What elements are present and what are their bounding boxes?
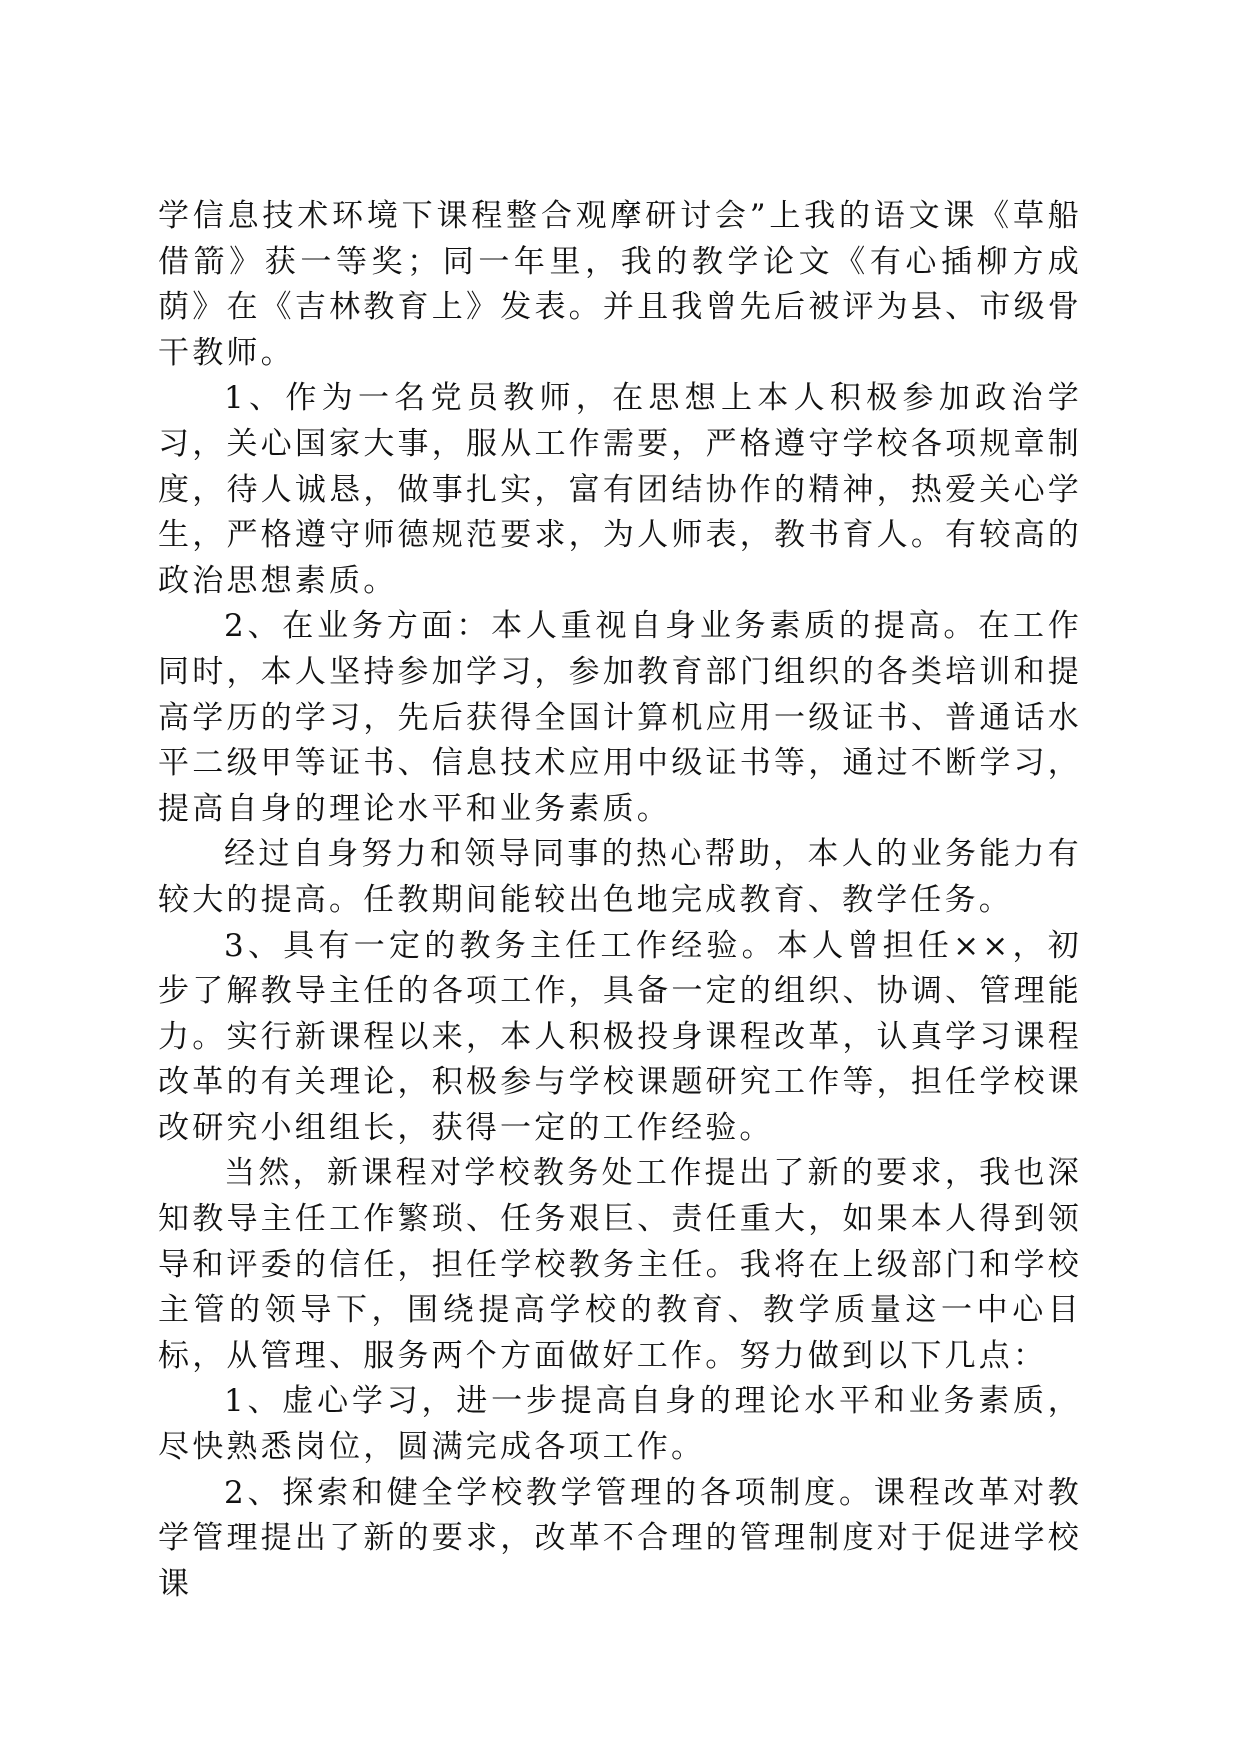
paragraph-management-experience: 3、具有一定的教务主任工作经验。本人曾担任××，初步了解教导主任的各项工作，具备一定的组织、协调、管理能力。实行新课程以来，本人积极投身课程改革，认真学习课程改革的有关理论，积极参与学校课题研究工作等，担任学校课改研究小组组长，获得一定的工作经验。	[158, 927, 1082, 1146]
paragraph-political-quality: 1、作为一名党员教师，在思想上本人积极参加政治学习，关心国家大事，服从工作需要，严格遵守学校各项规章制度，待人诚恳，做事扎实，富有团结协作的精神，热爱关心学生，严格遵守师德规范要求，为人师表，教书育人。有较高的政治思想素质。	[158, 380, 1082, 599]
paragraph-professional-quality: 2、在业务方面：本人重视自身业务素质的提高。在工作同时，本人坚持参加学习，参加教育部门组织的各类培训和提高学历的学习，先后获得全国计算机应用一级证书、普通话水平二级甲等证书、信息技术应用中级证书等，通过不断学习，提高自身的理论水平和业务素质。	[158, 608, 1082, 827]
paragraph-ability-improvement: 经过自身努力和领导同事的热心帮助，本人的业务能力有较大的提高。任教期间能较出色地完成教育、教学任务。	[158, 836, 1082, 918]
paragraph-award-continuation: 学信息技术环境下课程整合观摩研讨会”上我的语文课《草船借箭》获一等奖；同一年里，我的教学论文《有心插柳方成荫》在《吉林教育上》发表。并且我曾先后被评为县、市级骨干教师。	[158, 198, 1082, 371]
document-body	[158, 194, 1082, 1607]
paragraph-plan-item-2: 2、探索和健全学校教学管理的各项制度。课程改革对教学管理提出了新的要求，改革不合理的管理制度对于促进学校课	[158, 1474, 1082, 1602]
paragraph-work-plan-intro: 当然，新课程对学校教务处工作提出了新的要求，我也深知教导主任工作繁琐、任务艰巨、责任重大，如果本人得到领导和评委的信任，担任学校教务主任。我将在上级部门和学校主管的领导下，围绕提高学校的教育、教学质量这一中心目标，从管理、服务两个方面做好工作。努力做到以下几点：	[158, 1155, 1082, 1374]
paragraph-plan-item-1: 1、虚心学习，进一步提高自身的理论水平和业务素质，尽快熟悉岗位，圆满完成各项工作。	[158, 1383, 1082, 1466]
